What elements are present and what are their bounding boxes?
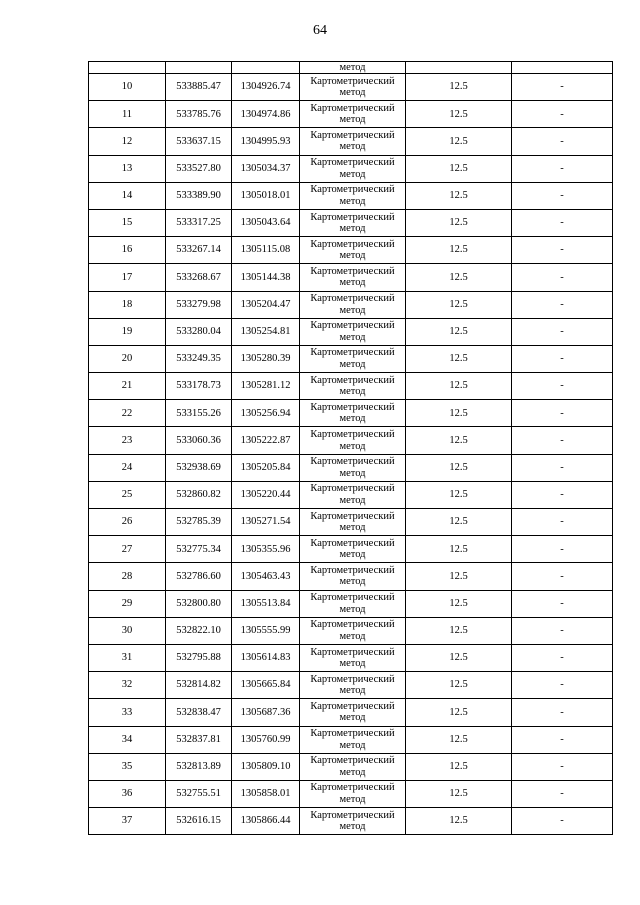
table-row [89,74,613,101]
method-line-2: метод [339,494,366,506]
y-coordinate-cell: 1305665.84 [232,672,300,699]
point-number-cell: 27 [89,536,166,563]
point-number-cell: 33 [89,699,166,726]
note-cell: - [512,101,613,128]
x-coordinate-cell: 533527.80 [166,155,232,182]
note-cell: - [512,753,613,780]
x-coordinate-cell: 533060.36 [166,427,232,454]
point-number-cell: 26 [89,509,166,536]
method-line-2: метод [339,576,366,588]
x-coordinate-cell: 532814.82 [166,672,232,699]
table-row [89,672,613,699]
note-cell: - [512,291,613,318]
method-line-2: метод [339,440,366,452]
point-number-cell: 29 [89,590,166,617]
method-line-1: Картометрический [310,483,395,495]
accuracy-cell: 12.5 [406,373,512,400]
note-cell: - [512,318,613,345]
y-coordinate-cell: 1305355.96 [232,536,300,563]
x-coordinate-cell: 533317.25 [166,209,232,236]
y-coordinate-cell: 1305222.87 [232,427,300,454]
method-cell [300,617,406,644]
point-number-cell: 11 [89,101,166,128]
method-line-1: Картометрический [310,673,395,685]
accuracy-cell: 12.5 [406,617,512,644]
y-coordinate-cell: 1305034.37 [232,155,300,182]
method-line-2: метод [339,304,366,316]
table-row [89,318,613,345]
note-cell: - [512,400,613,427]
y-coordinate-cell: 1305809.10 [232,753,300,780]
method-cell [300,345,406,372]
y-coordinate-cell: 1305220.44 [232,481,300,508]
accuracy-cell: 12.5 [406,155,512,182]
accuracy-cell: 12.5 [406,753,512,780]
method-line-1: Картометрический [310,456,395,468]
point-number-cell: 31 [89,644,166,671]
method-cell [300,753,406,780]
method-line-2: метод [339,685,366,697]
accuracy-cell: 12.5 [406,101,512,128]
point-number-cell: 16 [89,237,166,264]
method-line-2: метод [339,358,366,370]
point-number-cell: 17 [89,264,166,291]
y-coordinate-cell: 1305256.94 [232,400,300,427]
table-row [89,590,613,617]
coordinates-table [88,61,613,835]
note-cell: - [512,128,613,155]
method-line-2: метод [339,522,366,534]
method-cell [300,427,406,454]
point-number-cell: 18 [89,291,166,318]
point-number-cell: 14 [89,182,166,209]
x-coordinate-cell: 533249.35 [166,345,232,372]
table-row [89,101,613,128]
continuation-cell-accuracy [406,62,512,74]
method-line-2: метод [339,658,366,670]
table-row [89,454,613,481]
method-line-2: метод [339,277,366,289]
table-row [89,509,613,536]
method-line-1: Картометрический [310,646,395,658]
table-row [89,373,613,400]
method-line-1: Картометрический [310,619,395,631]
method-line-1: Картометрический [310,347,395,359]
method-cell [300,536,406,563]
note-cell: - [512,155,613,182]
method-line-1: Картометрический [310,510,395,522]
table-row [89,753,613,780]
accuracy-cell: 12.5 [406,264,512,291]
x-coordinate-cell: 532785.39 [166,509,232,536]
note-cell: - [512,726,613,753]
accuracy-cell: 12.5 [406,780,512,807]
note-cell: - [512,264,613,291]
x-coordinate-cell: 533279.98 [166,291,232,318]
method-line-2: метод [339,766,366,778]
note-cell: - [512,373,613,400]
method-cell [300,237,406,264]
x-coordinate-cell: 532795.88 [166,644,232,671]
x-coordinate-cell: 532800.80 [166,590,232,617]
table-row [89,128,613,155]
y-coordinate-cell: 1305687.36 [232,699,300,726]
accuracy-cell: 12.5 [406,808,512,835]
method-line-2: метод [339,87,366,99]
method-line-1: Картометрический [310,755,395,767]
method-cell [300,291,406,318]
y-coordinate-cell: 1305115.08 [232,237,300,264]
note-cell: - [512,209,613,236]
continuation-cell-y [232,62,300,74]
point-number-cell: 32 [89,672,166,699]
method-cell [300,780,406,807]
x-coordinate-cell: 532786.60 [166,563,232,590]
method-line-1: Картометрический [310,211,395,223]
continuation-cell-note [512,62,613,74]
note-cell: - [512,672,613,699]
method-line-2: метод [339,413,366,425]
method-cell [300,264,406,291]
y-coordinate-cell: 1305144.38 [232,264,300,291]
table-row [89,291,613,318]
method-line-1: Картометрический [310,429,395,441]
method-line-1: Картометрический [310,265,395,277]
y-coordinate-cell: 1305866.44 [232,808,300,835]
method-cell [300,318,406,345]
note-cell: - [512,780,613,807]
y-coordinate-cell: 1305205.84 [232,454,300,481]
method-line-1: Картометрический [310,184,395,196]
accuracy-cell: 12.5 [406,128,512,155]
table-row [89,536,613,563]
table-row [89,400,613,427]
accuracy-cell: 12.5 [406,318,512,345]
x-coordinate-cell: 532837.81 [166,726,232,753]
method-cell [300,128,406,155]
table-row [89,209,613,236]
method-line-2: метод [339,793,366,805]
y-coordinate-cell: 1304926.74 [232,74,300,101]
y-coordinate-cell: 1305018.01 [232,182,300,209]
continuation-row [89,62,613,74]
accuracy-cell: 12.5 [406,345,512,372]
table-row [89,427,613,454]
table-row [89,155,613,182]
method-line-1: Картометрический [310,700,395,712]
y-coordinate-cell: 1304974.86 [232,101,300,128]
method-line-2: метод [339,821,366,833]
point-number-cell: 35 [89,753,166,780]
table-row [89,237,613,264]
table-row [89,563,613,590]
method-line-1: Картометрический [310,238,395,250]
point-number-cell: 24 [89,454,166,481]
continuation-cell-x [166,62,232,74]
accuracy-cell: 12.5 [406,74,512,101]
method-line-1: Картометрический [310,401,395,413]
point-number-cell: 36 [89,780,166,807]
point-number-cell: 10 [89,74,166,101]
x-coordinate-cell: 532813.89 [166,753,232,780]
method-line-2: метод [339,168,366,180]
note-cell: - [512,427,613,454]
method-cell [300,808,406,835]
y-coordinate-cell: 1305281.12 [232,373,300,400]
accuracy-cell: 12.5 [406,726,512,753]
point-number-cell: 25 [89,481,166,508]
y-coordinate-cell: 1305271.54 [232,509,300,536]
table-row [89,481,613,508]
note-cell: - [512,454,613,481]
accuracy-cell: 12.5 [406,590,512,617]
method-line-1: Картометрический [310,75,395,87]
table-row [89,726,613,753]
x-coordinate-cell: 532775.34 [166,536,232,563]
method-cell [300,644,406,671]
x-coordinate-cell: 532755.51 [166,780,232,807]
y-coordinate-cell: 1305043.64 [232,209,300,236]
method-line-1: Картометрический [310,537,395,549]
x-coordinate-cell: 532860.82 [166,481,232,508]
note-cell: - [512,536,613,563]
method-cell [300,373,406,400]
x-coordinate-cell: 533785.76 [166,101,232,128]
method-line-1: Картометрический [310,374,395,386]
method-line-2: метод [339,630,366,642]
accuracy-cell: 12.5 [406,509,512,536]
method-line-1: Картометрический [310,564,395,576]
continuation-cell-number [89,62,166,74]
method-line-1: Картометрический [310,728,395,740]
y-coordinate-cell: 1305254.81 [232,318,300,345]
point-number-cell: 12 [89,128,166,155]
x-coordinate-cell: 533389.90 [166,182,232,209]
method-cell [300,563,406,590]
point-number-cell: 19 [89,318,166,345]
note-cell: - [512,74,613,101]
note-cell: - [512,699,613,726]
method-cell [300,726,406,753]
point-number-cell: 21 [89,373,166,400]
method-line-1: Картометрический [310,782,395,794]
accuracy-cell: 12.5 [406,182,512,209]
note-cell: - [512,617,613,644]
method-cell [300,155,406,182]
method-cell [300,481,406,508]
method-line-2: метод [339,386,366,398]
x-coordinate-cell: 533637.15 [166,128,232,155]
y-coordinate-cell: 1305204.47 [232,291,300,318]
method-cell [300,74,406,101]
method-cell [300,400,406,427]
table-row [89,264,613,291]
note-cell: - [512,808,613,835]
x-coordinate-cell: 532938.69 [166,454,232,481]
method-line-2: метод [339,141,366,153]
point-number-cell: 30 [89,617,166,644]
table-row [89,617,613,644]
method-line-2: метод [339,223,366,235]
table-body [89,62,613,835]
x-coordinate-cell: 533268.67 [166,264,232,291]
method-cell [300,590,406,617]
method-cell [300,454,406,481]
method-line-2: метод [339,549,366,561]
note-cell: - [512,345,613,372]
method-line-1: Картометрический [310,592,395,604]
note-cell: - [512,563,613,590]
method-line-2: метод [339,331,366,343]
y-coordinate-cell: 1305463.43 [232,563,300,590]
note-cell: - [512,481,613,508]
method-line-1: Картометрический [310,809,395,821]
x-coordinate-cell: 532616.15 [166,808,232,835]
accuracy-cell: 12.5 [406,427,512,454]
point-number-cell: 22 [89,400,166,427]
accuracy-cell: 12.5 [406,209,512,236]
point-number-cell: 34 [89,726,166,753]
accuracy-cell: 12.5 [406,481,512,508]
method-line-2: метод [339,195,366,207]
method-line-2: метод [339,712,366,724]
table-row [89,808,613,835]
y-coordinate-cell: 1305614.83 [232,644,300,671]
accuracy-cell: 12.5 [406,291,512,318]
point-number-cell: 13 [89,155,166,182]
method-line-1: Картометрический [310,320,395,332]
method-cell [300,182,406,209]
method-line-2: метод [339,250,366,262]
x-coordinate-cell: 533178.73 [166,373,232,400]
accuracy-cell: 12.5 [406,644,512,671]
table-row [89,182,613,209]
accuracy-cell: 12.5 [406,536,512,563]
method-line-1: Картометрический [310,129,395,141]
method-line-2: метод [339,467,366,479]
accuracy-cell: 12.5 [406,237,512,264]
y-coordinate-cell: 1305760.99 [232,726,300,753]
note-cell: - [512,509,613,536]
method-line-2: метод [339,603,366,615]
table-row [89,345,613,372]
y-coordinate-cell: 1305555.99 [232,617,300,644]
accuracy-cell: 12.5 [406,400,512,427]
x-coordinate-cell: 533280.04 [166,318,232,345]
note-cell: - [512,182,613,209]
y-coordinate-cell: 1305858.01 [232,780,300,807]
accuracy-cell: 12.5 [406,699,512,726]
y-coordinate-cell: 1305513.84 [232,590,300,617]
method-cell [300,672,406,699]
x-coordinate-cell: 533885.47 [166,74,232,101]
accuracy-cell: 12.5 [406,563,512,590]
accuracy-cell: 12.5 [406,454,512,481]
y-coordinate-cell: 1305280.39 [232,345,300,372]
method-cell [300,209,406,236]
point-number-cell: 15 [89,209,166,236]
method-cell [300,509,406,536]
x-coordinate-cell: 532822.10 [166,617,232,644]
accuracy-cell: 12.5 [406,672,512,699]
x-coordinate-cell: 532838.47 [166,699,232,726]
point-number-cell: 37 [89,808,166,835]
table-row [89,644,613,671]
method-line-2: метод [339,114,366,126]
note-cell: - [512,644,613,671]
note-cell: - [512,590,613,617]
method-line-1: Картометрический [310,157,395,169]
page-number: 64 [313,23,327,38]
note-cell: - [512,237,613,264]
point-number-cell: 23 [89,427,166,454]
point-number-cell: 20 [89,345,166,372]
method-line-1: Картометрический [310,293,395,305]
method-line-1: Картометрический [310,102,395,114]
method-line-2: метод [339,739,366,751]
y-coordinate-cell: 1304995.93 [232,128,300,155]
x-coordinate-cell: 533267.14 [166,237,232,264]
method-cell [300,699,406,726]
x-coordinate-cell: 533155.26 [166,400,232,427]
continuation-cell-method: метод [300,62,406,74]
table-row [89,699,613,726]
point-number-cell: 28 [89,563,166,590]
method-cell [300,101,406,128]
table-row [89,780,613,807]
